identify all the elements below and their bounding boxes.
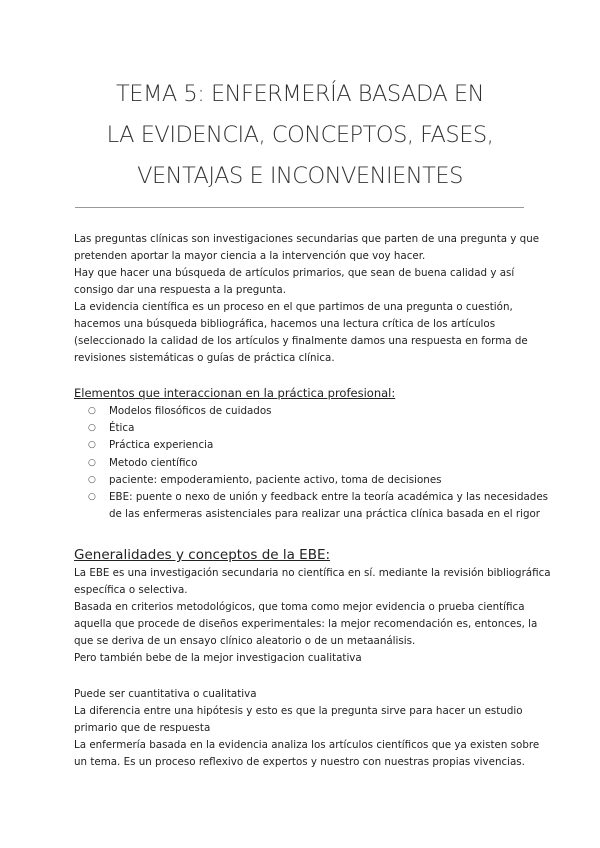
bullet-icon: ○ <box>88 457 96 468</box>
text-line: Las preguntas clínicas son investigaciones secundarias que parten de una pregunta y que <box>74 233 540 245</box>
title-line: LA EVIDENCIA, CONCEPTOS, FASES, <box>106 122 494 148</box>
text-line: hacemos una búsqueda bibliográfica, hacemos una lectura crítica de los artículos <box>74 318 496 330</box>
generalities-paragraph <box>74 565 551 667</box>
text-line: La evidencia científica es un proceso en el que partimos de una pregunta o cuestión, <box>74 301 513 313</box>
text-line: Pero también bebe de la mejor investigacion cualitativa <box>74 652 362 664</box>
intro-paragraph <box>74 231 540 367</box>
elements-list <box>88 403 549 523</box>
text-line: La EBE es una investigación secundaria no científica en sí. mediante la revisión bibliográfica <box>74 567 551 579</box>
text-line: pretenden aportar la mayor ciencia a la intervención que voy hacer. <box>74 250 426 262</box>
text-line: primario que de respuesta <box>74 722 211 734</box>
list-item-text: paciente: empoderamiento, paciente activo, toma de decisiones <box>109 473 442 486</box>
list-item <box>88 455 538 472</box>
page-title <box>70 74 530 197</box>
bullet-icon: ○ <box>88 423 96 434</box>
title-line: TEMA 5: ENFERMERÍA BASADA EN <box>116 81 484 107</box>
list-item <box>88 403 538 420</box>
list-item <box>88 420 538 437</box>
text-line: La enfermería basada en la evidencia analiza los artículos científicos que ya existen sobre <box>74 739 540 751</box>
list-item-text: de las enfermeras asistenciales para realizar una práctica clínica basada en el rigor <box>109 508 541 521</box>
bullet-icon: ○ <box>88 406 96 416</box>
elements-heading: Elementos que interaccionan en la práctica profesional: <box>74 386 396 400</box>
list-item-text: EBE: puente o nexo de unión y feedback entre la teoría académica y las necesidades <box>109 491 549 504</box>
bullet-icon: ○ <box>88 440 96 451</box>
bullet-icon: ○ <box>88 492 96 503</box>
list-item-text: Metodo científico <box>109 456 198 469</box>
text-line: Hay que hacer una búsqueda de artículos primarios, que sean de buena calidad y así <box>74 267 515 279</box>
text-line: un tema. Es un proceso reflexivo de expertos y nuestro con nuestras propias vivencias. <box>74 756 525 768</box>
text-line: revisiones sistemáticas o guías de práctica clínica. <box>74 352 335 364</box>
list-item-text: Ética <box>109 422 135 435</box>
title-divider <box>75 207 524 208</box>
text-line: que se deriva de un ensayo clínico aleatorio o de un metaanálisis. <box>74 635 416 647</box>
text-line: aquella que procede de diseños experimentales: la mejor recomendación es, entonces, la <box>74 618 538 630</box>
list-item <box>88 437 538 454</box>
list-item <box>88 489 549 523</box>
text-line: (seleccionado la calidad de los artículos y finalmente damos una respuesta en forma de <box>74 335 528 347</box>
bullet-icon: ○ <box>88 474 96 485</box>
title-line: VENTAJAS E INCONVENIENTES <box>137 163 463 189</box>
list-item <box>88 472 538 489</box>
closing-paragraph <box>74 686 540 771</box>
text-line: Basada en criterios metodológicos, que toma como mejor evidencia o prueba científica <box>74 601 525 613</box>
text-line: consigo dar una respuesta a la pregunta. <box>74 284 287 296</box>
text-line: Puede ser cuantitativa o cualitativa <box>74 688 257 700</box>
list-item-text: Práctica experiencia <box>109 439 214 452</box>
text-line: específica o selectiva. <box>74 584 188 596</box>
generalities-heading: Generalidades y conceptos de la EBE: <box>74 547 331 563</box>
text-line: La diferencia entre una hipótesis y esto es que la pregunta sirve para hacer un estudio <box>74 705 523 717</box>
list-item-text: Modelos filosóficos de cuidados <box>109 405 272 417</box>
